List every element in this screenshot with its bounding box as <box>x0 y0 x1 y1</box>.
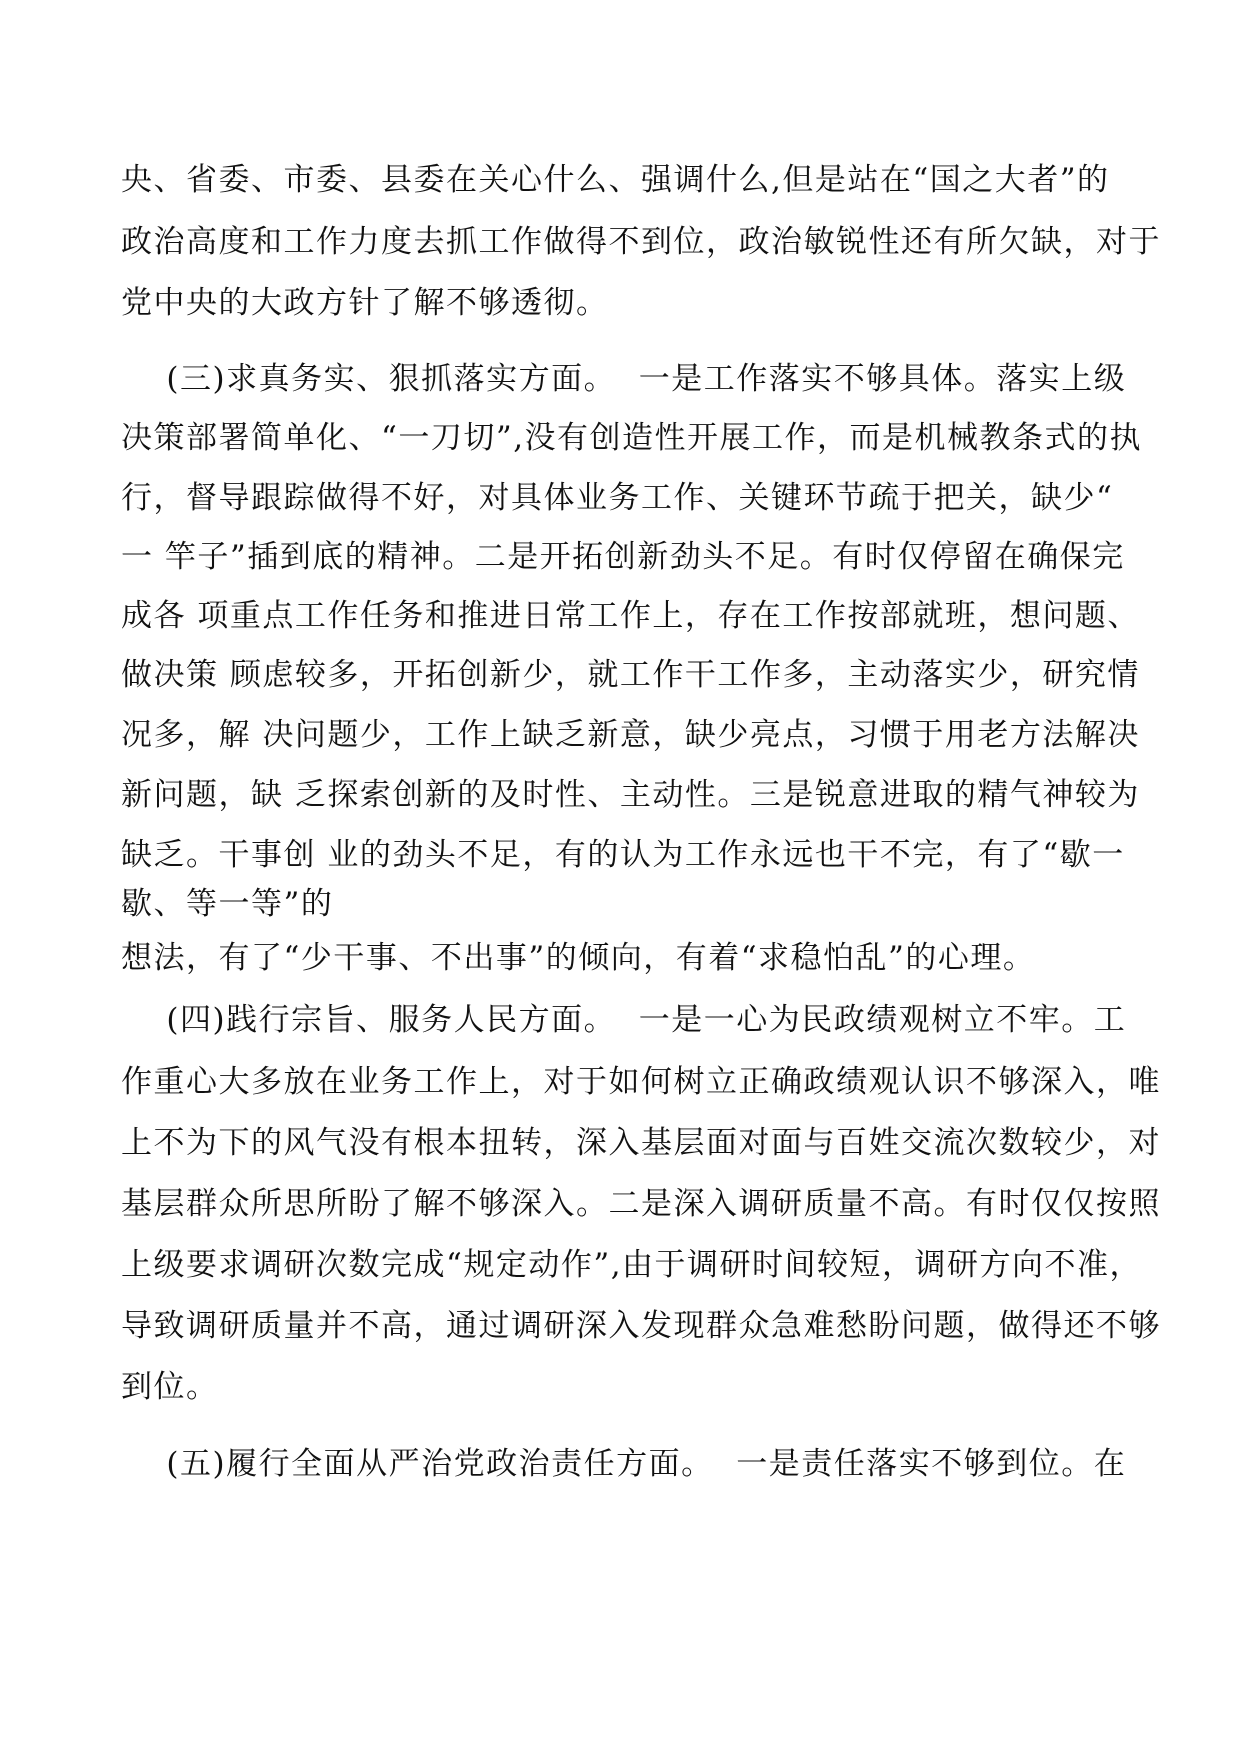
paragraph-3-first-line: (三)求真务实、狠抓落实方面。 一是工作落实不够具体。落实上级 <box>121 361 1127 397</box>
text-line: 做决策 顾虑较多，开拓创新少，就工作干工作多，主动落实少，研究情 <box>121 657 1140 693</box>
text-line: 况多，解 决问题少，工作上缺乏新意，缺少亮点，习惯于用老方法解决 <box>121 717 1140 753</box>
text-line: 作重心大多放在业务工作上，对于如何树立正确政绩观认识不够深入，唯 <box>121 1064 1161 1100</box>
paragraph-5-first-line: (五)履行全面从严治党政治责任方面。 一是责任落实不够到位。在 <box>121 1446 1127 1482</box>
text-line: 成各 项重点工作任务和推进日常工作上，存在工作按部就班，想问题、 <box>121 598 1140 634</box>
text-line: 想法，有了“少干事、不出事”的倾向，有着“求稳怕乱”的心理。 <box>121 940 1036 976</box>
text-line: 到位。 <box>121 1369 219 1405</box>
text-line: 行，督导跟踪做得不好，对具体业务工作、关键环节疏于把关，缺少“ <box>121 480 1114 516</box>
text-line: 政治高度和工作力度去抓工作做得不到位，政治敏锐性还有所欠缺，对于 <box>121 224 1161 260</box>
text-line: 决策部署简单化、“一刀切”,没有创造性开展工作，而是机械教条式的执 <box>121 420 1143 456</box>
text-line: 央、省委、市委、县委在关心什么、强调什么,但是站在“国之大者”的 <box>121 162 1110 198</box>
text-line: 基层群众所思所盼了解不够深入。二是深入调研质量不高。有时仅仅按照 <box>121 1186 1161 1222</box>
text-line: 新问题，缺 乏探索创新的及时性、主动性。三是锐意进取的精气神较为 <box>121 777 1140 813</box>
text-line: 上级要求调研次数完成“规定动作”,由于调研时间较短，调研方向不准， <box>121 1247 1143 1283</box>
paragraph-4-first-line: (四)践行宗旨、服务人民方面。 一是一心为民政绩观树立不牢。工 <box>121 1002 1127 1038</box>
text-line: 上不为下的风气没有根本扭转，深入基层面对面与百姓交流次数较少，对 <box>121 1125 1161 1161</box>
text-line: 一 竿子”插到底的精神。二是开拓创新劲头不足。有时仅停留在确保完 <box>121 539 1125 575</box>
text-line: 导致调研质量并不高，通过调研深入发现群众急难愁盼问题，做得还不够 <box>121 1308 1161 1344</box>
text-line: 缺乏。干事创 业的劲头不足，有的认为工作永远也干不完，有了“歇一 <box>121 837 1125 873</box>
text-line: 歇、等一等”的 <box>121 886 334 922</box>
text-line: 党中央的大政方针了解不够透彻。 <box>121 285 609 321</box>
